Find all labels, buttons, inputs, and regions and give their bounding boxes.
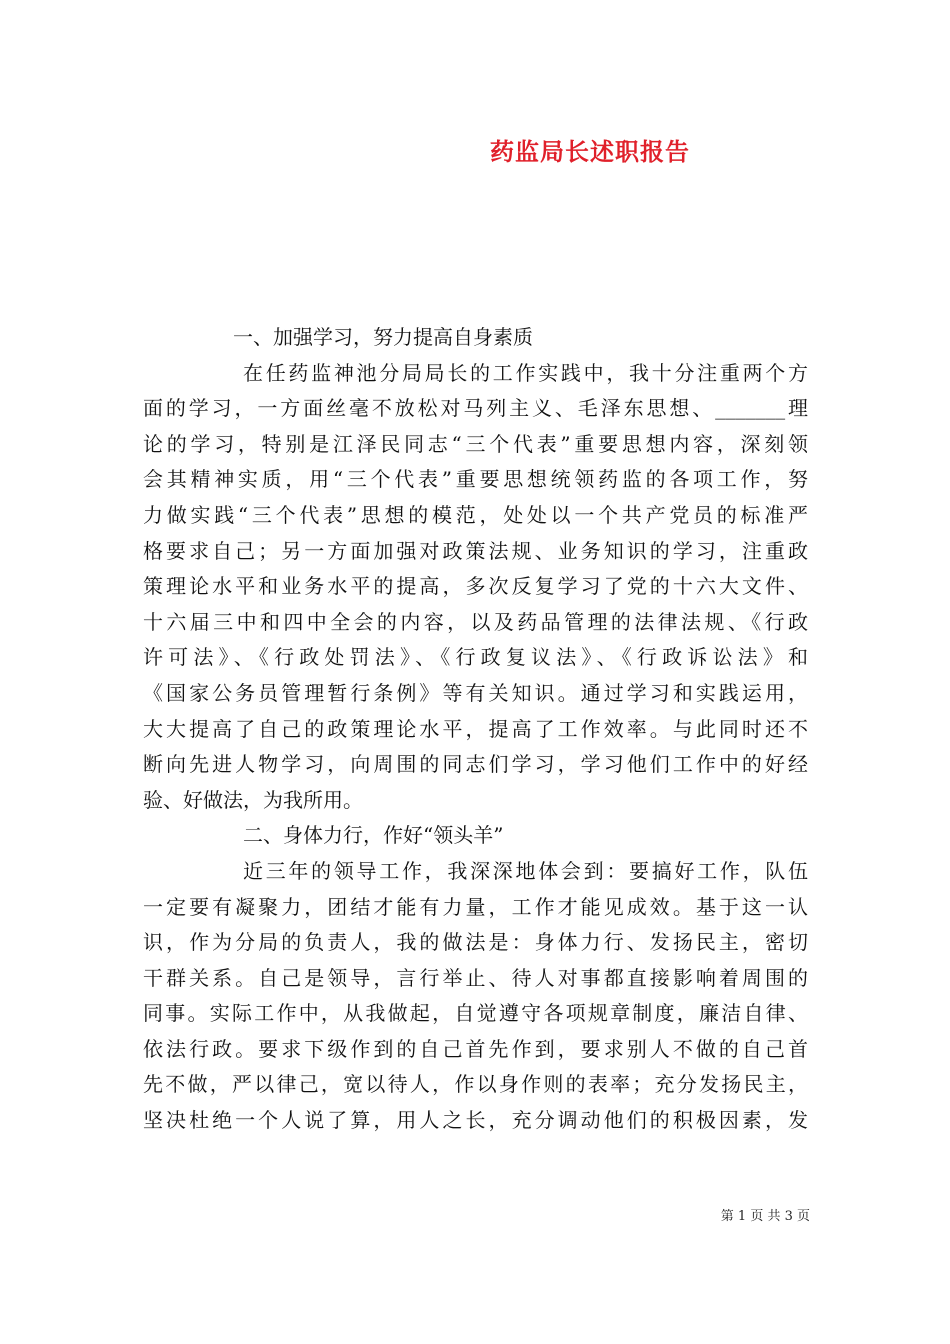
paragraph-line: 一定要有凝聚力，团结才能有力量，工作才能见成效。基于这一认: [143, 894, 808, 919]
paragraph-line: 依法行政。要求下级作到的自己首先作到，要求别人不做的自己首: [143, 1036, 808, 1061]
section-heading: 一、加强学习，努力提高自身素质: [233, 325, 533, 349]
paragraph-line: 大大提高了自己的政策理论水平，提高了工作效率。与此同时还不: [143, 716, 808, 741]
paragraph-line: 断向先进人物学习，向周围的同志们学习，学习他们工作中的好经: [143, 752, 808, 777]
document-body: [143, 320, 808, 1139]
paragraph-line: 验、好做法，为我所用。: [143, 787, 363, 812]
paragraph-line: 十六届三中和四中全会的内容，以及药品管理的法律法规、《行政: [143, 609, 808, 634]
paragraph-line: 在任药监神池分局局长的工作实践中，我十分注重两个方: [243, 360, 808, 385]
section-heading: 二、身体力行，作好“领头羊”: [243, 823, 504, 848]
paragraph-line: 识，作为分局的负责人，我的做法是：身体力行、发扬民主，密切: [143, 930, 808, 955]
paragraph-line: 会其精神实质，用“三个代表”重要思想统领药监的各项工作，努: [143, 467, 808, 492]
paragraph-line: 格要求自己；另一方面加强对政策法规、业务知识的学习，注重政: [143, 538, 808, 563]
paragraph-line: 许可法》、《行政处罚法》、《行政复议法》、《行政诉讼法》和: [143, 645, 808, 670]
paragraph-line: 先不做，严以律己，宽以待人，作以身作则的表率；充分发扬民主，: [143, 1072, 808, 1097]
page-number: 第 1 页 共 3 页: [720, 1209, 810, 1224]
paragraph-line: 面的学习，一方面丝毫不放松对马列主义、毛泽东思想、_______理: [143, 396, 808, 421]
paragraph-line: 坚决杜绝一个人说了算，用人之长，充分调动他们的积极因素，发: [143, 1108, 808, 1133]
paragraph-line: 策理论水平和业务水平的提高，多次反复学习了党的十六大文件、: [143, 574, 808, 599]
document-title: 药监局长述职报告: [490, 137, 690, 166]
paragraph-line: 近三年的领导工作，我深深地体会到：要搞好工作，队伍: [243, 858, 808, 883]
paragraph-line: 论的学习，特别是江泽民同志“三个代表”重要思想内容，深刻领: [143, 431, 808, 456]
paragraph-line: 《国家公务员管理暂行条例》等有关知识。通过学习和实践运用，: [143, 680, 808, 705]
paragraph-line: 干群关系。自己是领导，言行举止、待人对事都直接影响着周围的: [143, 965, 808, 990]
paragraph-line: 同事。实际工作中，从我做起，自觉遵守各项规章制度，廉洁自律、: [143, 1001, 808, 1026]
paragraph-line: 力做实践“三个代表”思想的模范，处处以一个共产党员的标准严: [143, 502, 808, 527]
